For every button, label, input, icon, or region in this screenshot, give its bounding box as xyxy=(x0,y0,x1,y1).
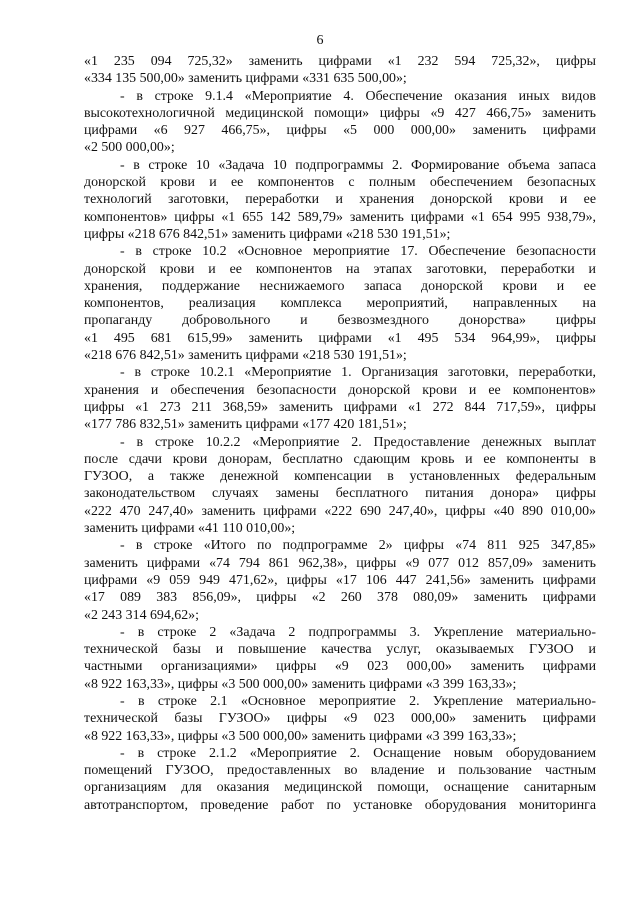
text-line: после сдачи крови донорам, бесплатно сдающим кровь и ее компоненты в xyxy=(84,451,596,467)
text-line: - в строке 10.2 «Основное мероприятие 17. Обеспечение безопасности xyxy=(120,244,596,260)
text-line: «1 235 094 725,32» заменить цифрами «1 232 594 725,32», цифры xyxy=(84,54,596,69)
text-line: цифрами «6 927 466,75», цифры «5 000 000,00» заменить цифрами xyxy=(84,123,596,139)
text-line: - в строке 2.1.2 «Мероприятие 2. Оснащение новым оборудованием xyxy=(120,745,596,761)
text-line: цифры «218 676 842,51» заменить цифрами «218 530 191,51»; xyxy=(84,226,451,242)
text-line: автотранспортом, проведение работ по установке оборудования мониторинга xyxy=(84,797,596,813)
text-line: высокотехнологичной медицинской помощи» цифры «9 427 466,75» заменить xyxy=(84,105,596,121)
text-line: ГУЗОО, а также денежной компенсации в установленных федеральным xyxy=(84,469,596,485)
text-line: - в строке 10.2.2 «Мероприятие 2. Предоставление денежных выплат xyxy=(120,434,596,450)
text-line: «8 922 163,33», цифры «3 500 000,00» заменить цифрами «3 399 163,33»; xyxy=(84,728,517,744)
document-body xyxy=(84,53,596,814)
text-line: пропаганду добровольного и безвозмездного донорства» цифры xyxy=(84,313,596,329)
text-line: заменить цифрами «74 794 861 962,38», цифры «9 077 012 857,09» заменить xyxy=(84,555,596,571)
text-line: донорской крови и ее компонентов с полным обеспечением безопасных xyxy=(84,175,596,191)
text-line: - в строке 9.1.4 «Мероприятие 4. Обеспечение оказания иных видов xyxy=(120,88,596,104)
text-line: «17 089 383 856,09», цифры «2 260 378 080,09» заменить цифрами xyxy=(84,590,596,606)
text-line: - в строке 10.2.1 «Мероприятие 1. Организация заготовки, переработки, xyxy=(120,365,596,381)
text-line: помещений ГУЗОО, предоставленных во владение и пользование частным xyxy=(84,763,596,779)
text-line: законодательством случаях замены бесплатного питания донора» цифры xyxy=(84,486,596,502)
text-line: компонентов, реализация комплекса мероприятий, направленных на xyxy=(84,296,596,312)
text-line: компонентов» цифры «1 655 142 589,79» заменить цифрами «1 654 995 938,79», xyxy=(84,209,596,225)
text-line: «1 495 681 615,99» заменить цифрами «1 495 534 964,99», цифры xyxy=(84,330,596,346)
text-line: - в строке 2 «Задача 2 подпрограммы 3. Укрепление материально- xyxy=(120,624,596,640)
text-line: «2 500 000,00»; xyxy=(84,140,175,156)
text-line: «222 470 247,40» заменить цифрами «222 690 247,40», цифры «40 890 010,00» xyxy=(84,503,596,519)
text-line: «8 922 163,33», цифры «3 500 000,00» заменить цифрами «3 399 163,33»; xyxy=(84,676,517,692)
page-number: 6 xyxy=(316,33,324,48)
text-line: «334 135 500,00» заменить цифрами «331 635 500,00»; xyxy=(84,71,407,87)
text-line: технической базы ГУЗОО» цифры «9 023 000,00» заменить цифрами xyxy=(84,711,596,727)
text-line: «218 676 842,51» заменить цифрами «218 530 191,51»; xyxy=(84,348,407,364)
text-line: технической базы и повышение качества услуг, оказываемых ГУЗОО и xyxy=(84,642,596,658)
text-line: хранения, поддержание неснижаемого запаса донорской крови и ее xyxy=(84,278,596,294)
text-line: заменить цифрами «41 110 010,00»; xyxy=(84,521,296,537)
text-line: - в строке 10 «Задача 10 подпрограммы 2. Формирование объема запаса xyxy=(120,157,596,173)
text-line: «177 786 832,51» заменить цифрами «177 420 181,51»; xyxy=(84,417,407,433)
text-line: организациям для оказания медицинской помощи, оснащение санитарным xyxy=(84,780,596,796)
text-line: цифрами «9 059 949 471,62», цифры «17 106 447 241,56» заменить цифрами xyxy=(84,572,596,588)
text-line: хранения и обеспечения безопасности донорской крови и ее компонентов» xyxy=(84,382,596,398)
text-line: технологий заготовки, переработки и хранения донорской крови и ее xyxy=(84,192,596,208)
text-line: «2 243 314 694,62»; xyxy=(84,607,199,623)
text-line: цифры «1 273 211 368,59» заменить цифрами «1 272 844 717,59», цифры xyxy=(84,399,596,415)
text-line: донорской крови и ее компонентов на этапах заготовки, переработки и xyxy=(84,261,596,277)
text-line: частными организациями» цифры «9 023 000,00» заменить цифрами xyxy=(84,659,596,675)
text-line: - в строке 2.1 «Основное мероприятие 2. Укрепление материально- xyxy=(120,693,596,709)
text-line: - в строке «Итого по подпрограмме 2» цифры «74 811 925 347,85» xyxy=(120,538,596,554)
